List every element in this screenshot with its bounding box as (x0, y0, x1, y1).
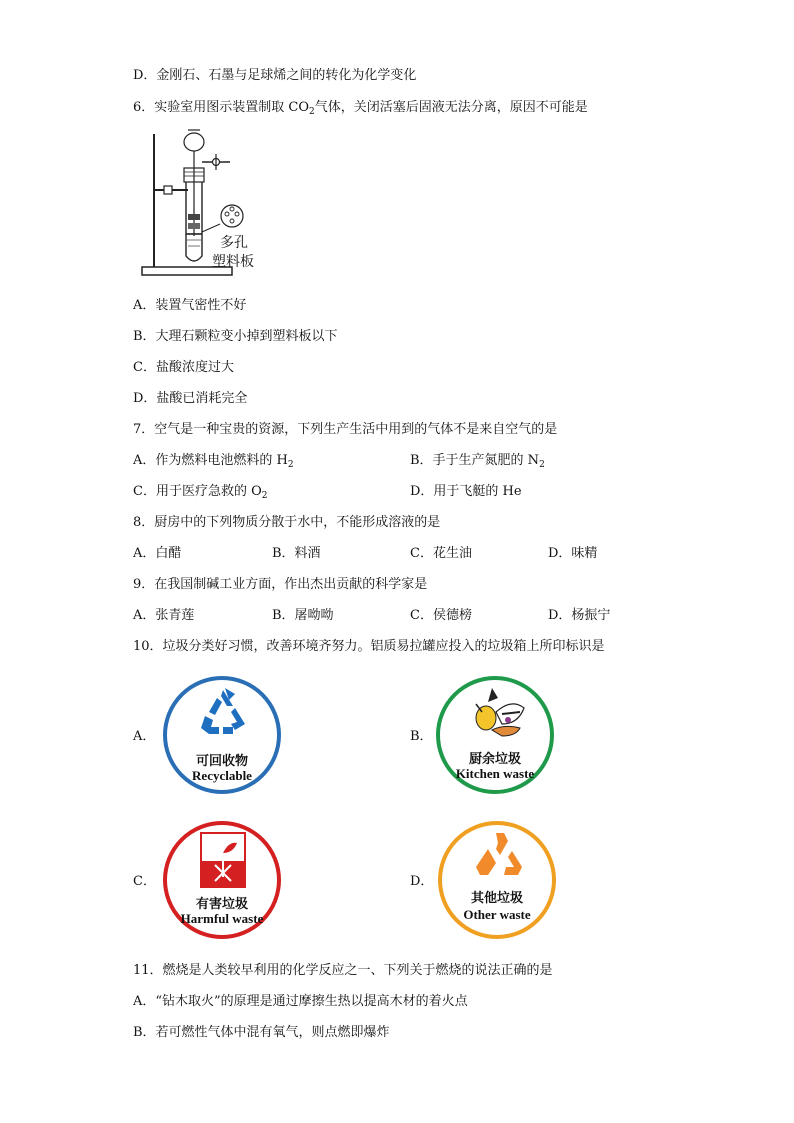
q5-option-d: D．金刚石、石墨与足球烯之间的转化为化学变化 (133, 68, 417, 83)
recyclable-cn: 可回收物 (195, 754, 248, 769)
q9-option-c: C．侯德榜 (410, 608, 472, 623)
recyclable-sign (163, 676, 281, 794)
q11-stem: 11．燃烧是人类较早利用的化学反应之一、下列关于燃烧的说法正确的是 (133, 963, 553, 978)
kitchen-waste-cn: 厨余垃圾 (468, 752, 521, 767)
harmful-waste-sign (163, 821, 281, 939)
recyclable-en: Recyclable (192, 768, 252, 783)
other-waste-en: Other waste (463, 907, 531, 922)
q10-option-a-letter: A． (133, 729, 156, 744)
q6-option-a: A．装置气密性不好 (133, 298, 247, 313)
q10-option-b-letter: B． (410, 729, 433, 744)
q6-option-d: D．盐酸已消耗完全 (133, 391, 248, 406)
fig-label-porous: 多孔 (220, 235, 248, 251)
food-waste-icon (462, 684, 532, 742)
harmful-waste-cn: 有害垃圾 (195, 897, 248, 912)
q7-option-b: B．手于生产氮肥的 $N_2$ (410, 453, 545, 470)
q9-option-d: D．杨振宁 (548, 608, 611, 623)
q8-option-d: D．味精 (548, 546, 598, 561)
q8-option-a: A．白醋 (133, 546, 182, 561)
q6-option-c: C．盐酸浓度过大 (133, 360, 234, 375)
kitchen-waste-en: Kitchen waste (455, 766, 535, 781)
q9-stem: 9．在我国制碱工业方面，作出杰出贡献的科学家是 (133, 577, 428, 592)
q8-option-b: B．料酒 (272, 546, 321, 561)
q6-option-b: B．大理石颗粒变小掉到塑料板以下 (133, 329, 338, 344)
q11-option-a: A．“钻木取火”的原理是通过摩擦生热以提高木材的着火点 (133, 994, 468, 1009)
q10-stem: 10．垃圾分类好习惯，改善环境齐努力。铝质易拉罐应投入的垃圾箱上所印标识是 (133, 639, 605, 654)
q11-option-b: B．若可燃性气体中混有氧气，则点燃即爆炸 (133, 1025, 390, 1040)
battery-icon (199, 831, 247, 889)
q9-option-b: B．屠呦呦 (272, 608, 334, 623)
other-waste-sign (438, 821, 556, 939)
other-waste-cn: 其他垃圾 (470, 891, 523, 906)
q7-option-a: A．作为燃料电池燃料的 $H_2$ (133, 453, 294, 470)
fig-label-plastic-plate: 塑料板 (212, 254, 254, 270)
q8-option-c: C．花生油 (410, 546, 472, 561)
q6-stem: 6．实验室用图示装置制取 $CO_2$气体，关闭活塞后固液无法分离，原因不可能是 (133, 100, 588, 117)
q8-stem: 8．厨房中的下列物质分散于水中，不能形成溶液的是 (133, 515, 441, 530)
harmful-waste-en: Harmful waste (180, 911, 264, 926)
kitchen-waste-sign (436, 676, 554, 794)
recycle-icon (195, 686, 251, 738)
q10-option-d-letter: D． (410, 874, 434, 889)
other-waste-icon (474, 829, 526, 881)
q7-option-d: D．用于飞艇的 He (410, 484, 522, 499)
q7-option-c: C．用于医疗急救的 $O_2$ (133, 484, 268, 501)
q10-option-c-letter: C． (133, 874, 156, 889)
q7-stem: 7．空气是一种宝贵的资源，下列生产生活中用到的气体不是来自空气的是 (133, 422, 558, 437)
q9-option-a: A．张青莲 (133, 608, 195, 623)
